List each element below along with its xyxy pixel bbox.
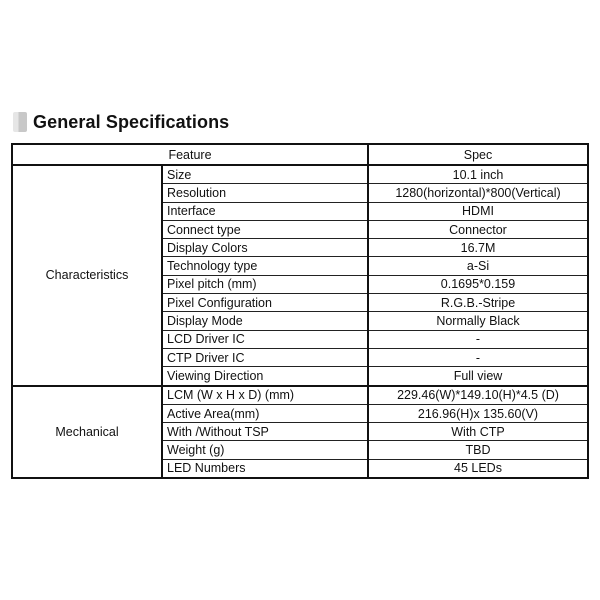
section-title: General Specifications: [33, 111, 230, 132]
feature-cell: Active Area(mm): [162, 404, 368, 422]
spec-cell: 10.1 inch: [368, 165, 588, 184]
table-header-row: [12, 144, 588, 165]
feature-cell: LED Numbers: [162, 459, 368, 478]
header-feature: Feature: [12, 144, 368, 165]
feature-cell: Technology type: [162, 257, 368, 275]
feature-cell: Size: [162, 165, 368, 184]
spec-cell: 229.46(W)*149.10(H)*4.5 (D): [368, 386, 588, 405]
specifications-table: [11, 143, 589, 479]
feature-cell: Resolution: [162, 184, 368, 202]
spec-cell: Full view: [368, 367, 588, 386]
feature-cell: Pixel pitch (mm): [162, 275, 368, 293]
table-row: [12, 386, 588, 405]
feature-cell: LCD Driver IC: [162, 330, 368, 348]
feature-cell: LCM (W x H x D) (mm): [162, 386, 368, 405]
spec-cell: 1280(horizontal)*800(Vertical): [368, 184, 588, 202]
spec-cell: HDMI: [368, 202, 588, 220]
heading-marker-icon: [13, 112, 27, 132]
section-heading: [13, 110, 229, 134]
feature-cell: Interface: [162, 202, 368, 220]
feature-cell: Pixel Configuration: [162, 294, 368, 312]
spec-cell: -: [368, 330, 588, 348]
spec-cell: -: [368, 348, 588, 366]
spec-cell: Connector: [368, 220, 588, 238]
spec-cell: a-Si: [368, 257, 588, 275]
group-label: Mechanical: [12, 386, 162, 478]
feature-cell: Viewing Direction: [162, 367, 368, 386]
spec-cell: Normally Black: [368, 312, 588, 330]
table-row: [12, 165, 588, 184]
feature-cell: Connect type: [162, 220, 368, 238]
group-label: Characteristics: [12, 165, 162, 386]
spec-cell: TBD: [368, 441, 588, 459]
feature-cell: CTP Driver IC: [162, 348, 368, 366]
spec-cell: 0.1695*0.159: [368, 275, 588, 293]
spec-cell: With CTP: [368, 423, 588, 441]
spec-cell: 216.96(H)x 135.60(V): [368, 404, 588, 422]
feature-cell: Weight (g): [162, 441, 368, 459]
spec-cell: R.G.B.-Stripe: [368, 294, 588, 312]
spec-cell: 16.7M: [368, 239, 588, 257]
feature-cell: Display Colors: [162, 239, 368, 257]
feature-cell: With /Without TSP: [162, 423, 368, 441]
header-spec: Spec: [368, 144, 588, 165]
feature-cell: Display Mode: [162, 312, 368, 330]
spec-cell: 45 LEDs: [368, 459, 588, 478]
